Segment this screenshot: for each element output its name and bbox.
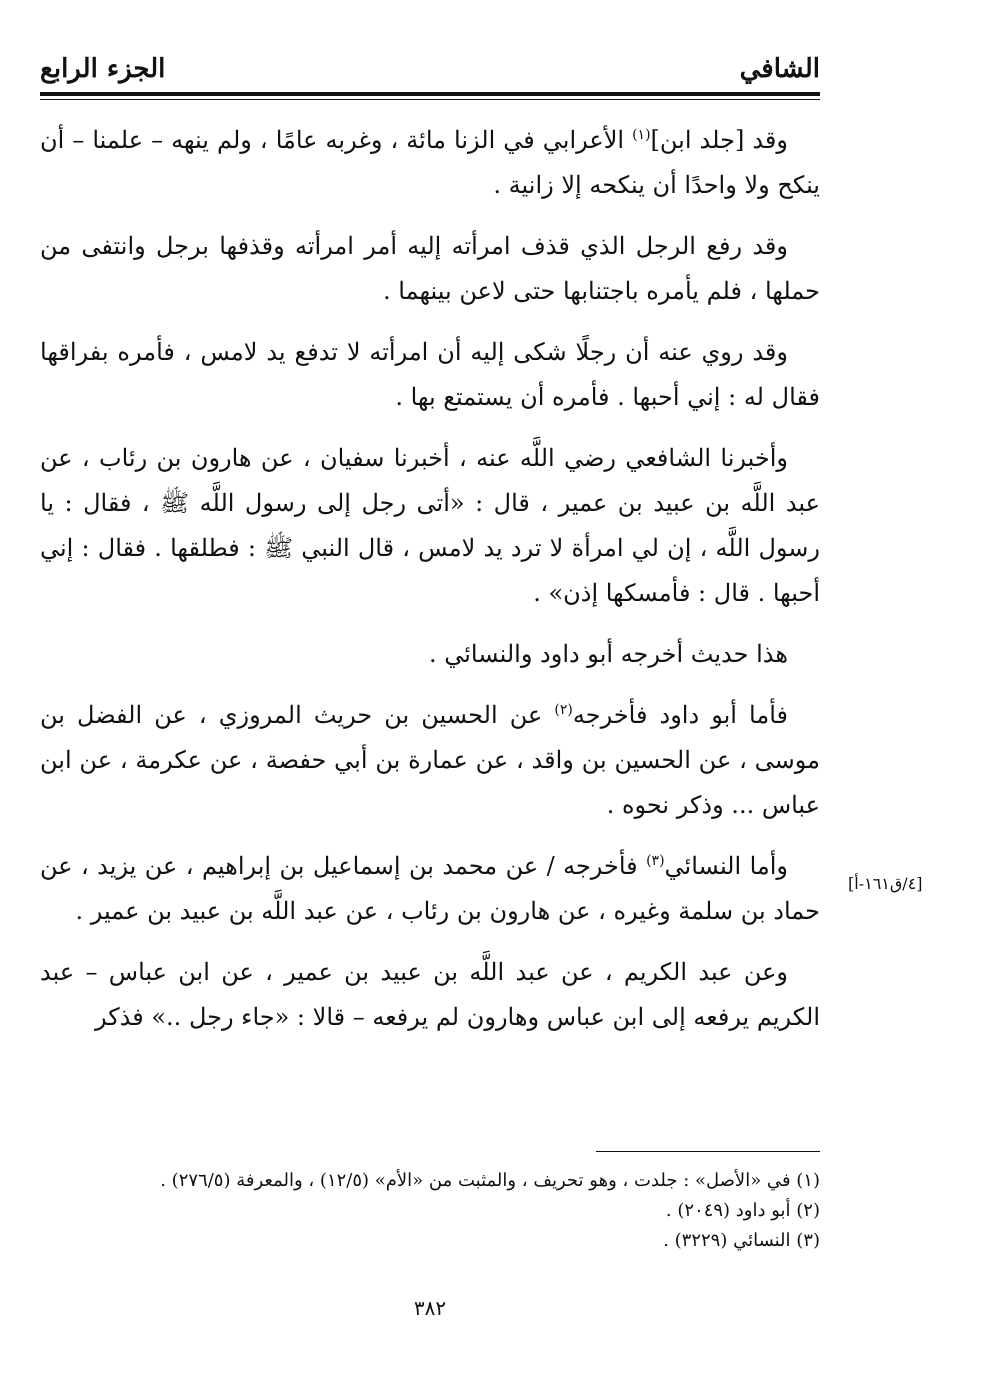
manuscript-folio-note: [٤/ق١٦١-أ] [848,874,923,893]
footnote-separator [596,1151,820,1152]
paragraph-3: وقد روي عنه أن رجلًا شكى إليه أن امرأته لا تدفع يد لامس ، فأمره بفراقها فقال له : إني أحبها . فأمره أن يستمتع بها . [40,338,820,411]
paragraph-5: هذا حديث أخرجه أبو داود والنسائي . [428,640,788,668]
page-number: ٣٨٢ [413,1296,447,1320]
main-text [40,118,820,1056]
book-title: الشافي [739,54,820,84]
paragraph-6 [40,693,820,828]
paragraph-7 [40,844,820,934]
paragraph-text: فأما أبو داود فأخرجه [572,701,788,729]
paragraph-text: عن الحسين بن حريث المروزي ، عن الفضل بن موسى ، عن الحسين بن واقد ، عن عمارة بن أبي حفصة ، عن عكرمة ، عن ابن عباس ... وذكر نحوه . [40,701,821,819]
paragraph-8: وعن عبد الكريم ، عن عبد اللَّه بن عبيد بن عمير ، عن ابن عباس – عبد الكريم يرفعه إلى ابن عباس وهارون لم يرفعه – قالا : «جاء رجل ..» فذكر [40,958,820,1031]
paragraph-text: فأخرجه / عن محمد بن إسماعيل بن إبراهيم ، عن يزيد ، عن حماد بن سلمة وغيره ، عن هارون بن رئاب ، عن عبد اللَّه بن عبيد بن عمير . [40,852,820,925]
footnote-ref-3: (٣) [646,853,665,869]
footnote-1: (١) في «الأصل» : جلدت ، وهو تحريف ، والمثبت من «الأم» (١٢/٥) ، والمعرفة (٢٧٦/٥) . [160,1170,820,1191]
footnote-ref-2: (٢) [554,702,573,718]
header-rule-thick [40,92,820,96]
volume-title: الجزء الرابع [40,54,166,84]
paragraph-text: وأما النسائي [664,852,789,880]
footnote-2: (٢) أبو داود (٢٠٤٩) . [665,1200,820,1221]
paragraph-text: الأعرابي في الزنا مائة ، وغربه عامًا ، ولم ينهه – علمنا – أن ينكح ولا واحدًا أن ينكحه إلا زانية . [40,126,820,199]
paragraph-text: وقد [جلد ابن] [650,126,788,154]
footnotes [40,1166,820,1256]
paragraph-2: وقد رفع الرجل الذي قذف امرأته إليه أمر امرأته وقذفها برجل وانتفى من حملها ، فلم يأمره باجتنابها حتى لاعن بينهما . [40,232,820,305]
paragraph-1 [40,118,820,208]
running-header [40,50,820,90]
footnote-ref-1: (١) [632,127,651,143]
footnote-3: (٣) النسائي (٣٢٢٩) . [663,1230,820,1251]
header-rule-thin [40,99,820,100]
paragraph-4: وأخبرنا الشافعي رضي اللَّه عنه ، أخبرنا سفيان ، عن هارون بن رئاب ، عن عبد اللَّه بن عبيد بن عمير ، قال : «أتى رجل إلى رسول اللَّه ﷺ ، فقال : يا رسول اللَّه ، إن لي امرأة لا ترد يد لامس ، قال النبي ﷺ : فطلقها . فقال : إني أحبها . قال : فأمسكها إذن» . [40,444,820,607]
